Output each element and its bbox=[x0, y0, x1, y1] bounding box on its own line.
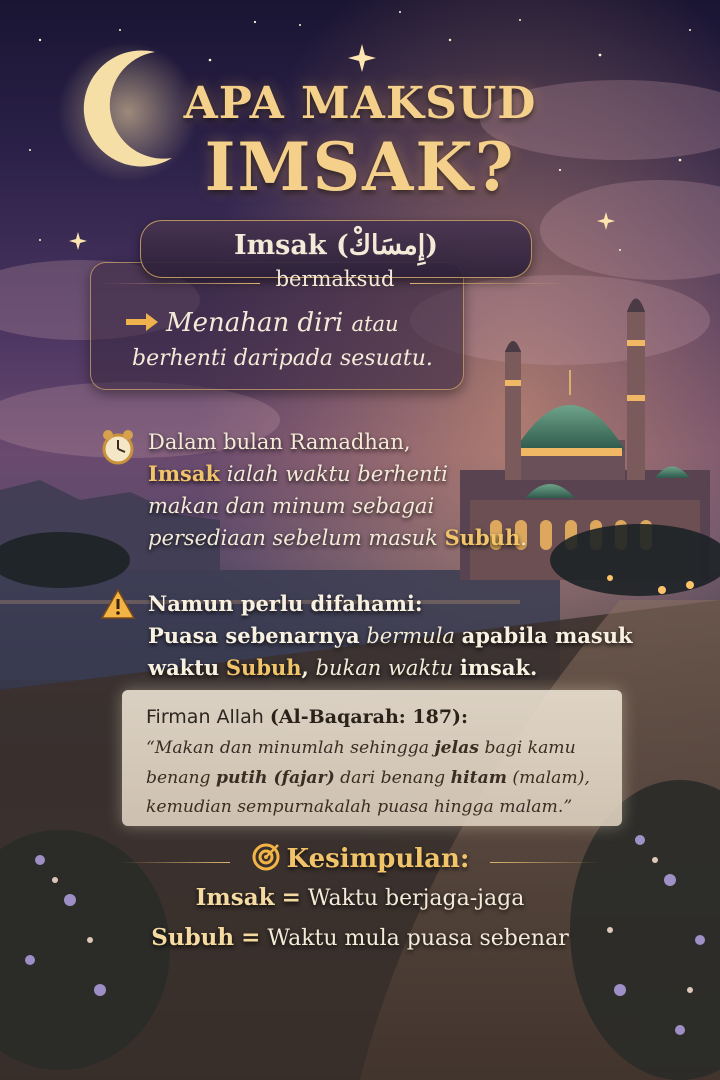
verse-text-2d: hitam bbox=[450, 768, 507, 788]
warning-title: Namun perlu difahami: bbox=[148, 591, 423, 616]
ramadhan-subuh: Subuh bbox=[444, 525, 521, 550]
target-icon bbox=[251, 842, 281, 872]
ramadhan-intro: Dalam bulan Ramadhan, bbox=[148, 430, 411, 454]
warning-text-3: apabila masuk bbox=[461, 623, 633, 648]
divider-left bbox=[100, 283, 260, 284]
alarm-clock-icon bbox=[100, 428, 136, 466]
conclusion-heading: Kesimpulan: bbox=[286, 844, 470, 874]
arrow-right-icon bbox=[124, 311, 160, 333]
verse-text-2b: putih (fajar) bbox=[216, 768, 335, 788]
ramadhan-paragraph bbox=[148, 426, 527, 554]
title-line-1: APA MAKSUD bbox=[183, 78, 537, 129]
ramadhan-line-4: persediaan sebelum masuk bbox=[148, 526, 438, 550]
verse-text-1b: jelas bbox=[434, 738, 479, 758]
warning-text-6: bukan waktu bbox=[315, 656, 454, 680]
ramadhan-line-3: makan dan minum sebagai bbox=[148, 494, 435, 518]
warning-comma: , bbox=[301, 655, 309, 680]
divider-right bbox=[410, 283, 570, 284]
verse-text-1a: “Makan dan minumlah sehingga bbox=[146, 738, 429, 758]
verse-text-2c: dari benang bbox=[340, 768, 446, 788]
term-heading bbox=[141, 230, 531, 261]
conclusion-row-subuh bbox=[0, 924, 720, 951]
verse-line-1 bbox=[146, 738, 576, 758]
divider-right bbox=[490, 862, 600, 863]
verse-source-prefix: Firman Allah bbox=[146, 706, 264, 728]
term-arabic: (إِمسَاكْ) bbox=[335, 230, 439, 261]
conclusion-subuh-meaning: Waktu mula puasa sebenar bbox=[267, 926, 569, 951]
warning-text-1: Puasa sebenarnya bbox=[148, 623, 360, 648]
verse-text-1c: bagi kamu bbox=[484, 738, 576, 758]
warning-text-2: bermula bbox=[366, 624, 455, 648]
warning-imsak: imsak bbox=[459, 655, 531, 680]
warning-text-4: waktu bbox=[148, 655, 220, 680]
conclusion-subuh: Subuh bbox=[151, 924, 235, 951]
connector-row bbox=[100, 267, 570, 299]
ramadhan-imsak: Imsak bbox=[148, 461, 221, 486]
verse-text-2a: benang bbox=[146, 768, 211, 788]
conclusion-heading-row bbox=[120, 842, 600, 882]
connector-word: bermaksud bbox=[275, 267, 395, 291]
title-line-2: IMSAK? bbox=[204, 128, 516, 206]
verse-text-2e: (malam), bbox=[512, 768, 590, 788]
conclusion-equals-1: = bbox=[281, 884, 301, 911]
conclusion-imsak: Imsak bbox=[195, 884, 275, 911]
warning-dot: . bbox=[530, 655, 538, 680]
term-name: Imsak bbox=[233, 230, 327, 261]
verse-line-2 bbox=[146, 768, 590, 788]
warning-icon bbox=[100, 588, 136, 620]
verse-source-ref: (Al-Baqarah: 187): bbox=[269, 706, 469, 728]
page-title bbox=[0, 78, 720, 204]
warning-paragraph bbox=[148, 588, 633, 684]
warning-subuh: Subuh bbox=[225, 655, 302, 680]
definition-line-1 bbox=[124, 308, 399, 338]
ramadhan-dot: . bbox=[520, 526, 527, 550]
definition-mid: atau bbox=[351, 312, 399, 336]
conclusion-equals-2: = bbox=[241, 924, 261, 951]
verse-line-3: kemudian sempurnakalah puasa hingga malam.” bbox=[146, 797, 573, 817]
definition-lead: Menahan diri bbox=[166, 308, 344, 338]
verse-source bbox=[146, 706, 468, 728]
divider-left bbox=[120, 862, 230, 863]
definition-line-2: berhenti daripada sesuatu. bbox=[132, 346, 433, 371]
conclusion-row-imsak bbox=[0, 884, 720, 911]
ramadhan-line-2: ialah waktu berhenti bbox=[226, 462, 448, 486]
conclusion-imsak-meaning: Waktu berjaga-jaga bbox=[307, 886, 525, 911]
